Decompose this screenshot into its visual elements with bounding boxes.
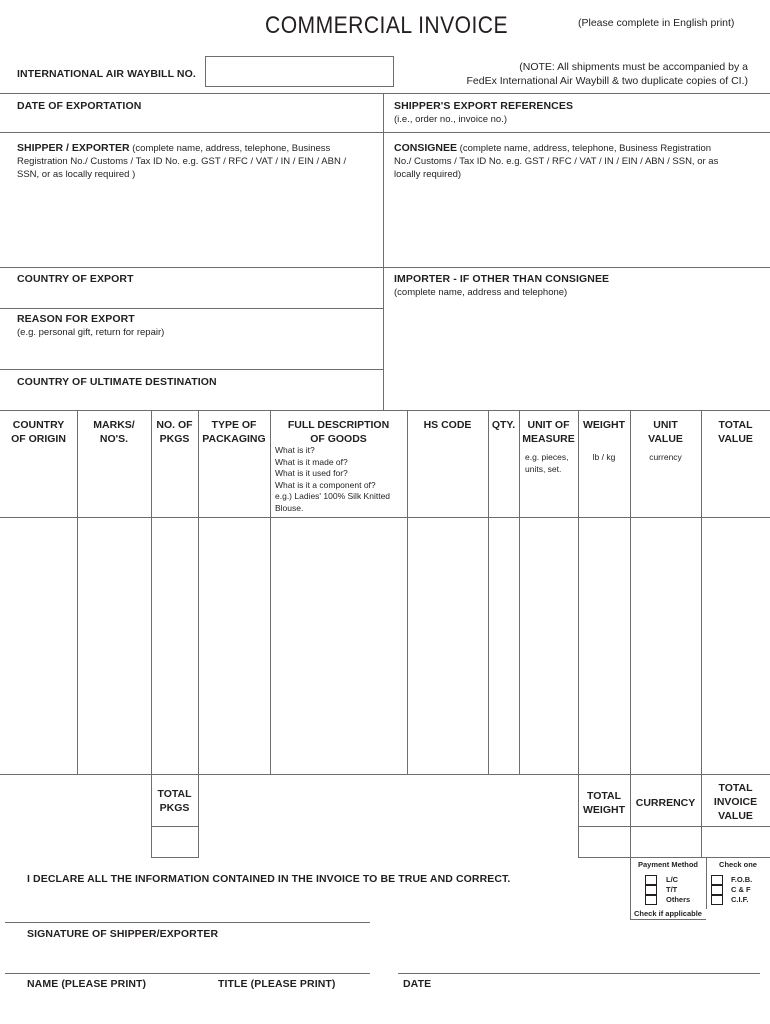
- divider: [0, 267, 770, 268]
- weight-hint: lb / kg: [592, 452, 616, 462]
- importer-label: IMPORTER - IF OTHER THAN CONSIGNEE: [394, 273, 610, 285]
- lc-checkbox[interactable]: [645, 875, 657, 885]
- date-line: [398, 973, 760, 974]
- title-label: TITLE (PLEASE PRINT): [218, 978, 336, 990]
- col-label: TYPE OF: [211, 419, 257, 431]
- shipment-note-line2: FedEx International Air Waybill & two duplicate copies of CI.): [466, 75, 748, 87]
- col-label: COUNTRY: [12, 419, 65, 431]
- shipper-hint: Registration No./ Customs / Tax ID No. e.g. GST / RFC / VAT / IN / EIN / ABN /: [17, 156, 347, 167]
- col-label: TOTAL: [157, 788, 192, 800]
- col-label: OF ORIGIN: [11, 433, 66, 445]
- hint-line: e.g. pieces,: [525, 452, 569, 462]
- col-weight: WEIGHT: [583, 419, 625, 431]
- consignee-hint: locally required): [394, 169, 462, 180]
- others-label: Others: [666, 895, 691, 904]
- shipper-refs-hint: (i.e., order no., invoice no.): [394, 114, 507, 125]
- hint-line: What is it made of?: [275, 456, 348, 467]
- date-field[interactable]: [398, 950, 760, 973]
- col-type-of-packaging: [198, 418, 270, 446]
- fob-label: F.O.B.: [731, 875, 753, 884]
- col-qty: QTY.: [491, 419, 516, 431]
- col-label: MEASURE: [522, 433, 575, 445]
- divider: [0, 308, 383, 309]
- goods-entry-area[interactable]: [0, 518, 770, 774]
- col-label: OF GOODS: [310, 433, 367, 445]
- hint-line: Blouse.: [275, 502, 304, 513]
- unit-value-hint: currency: [649, 452, 682, 462]
- col-hs-code: HS CODE: [423, 419, 472, 431]
- shipper-label: SHIPPER / EXPORTER: [17, 142, 130, 154]
- col-label: VALUE: [718, 810, 753, 822]
- print-note: (Please complete in English print): [578, 17, 735, 29]
- col-label: TOTAL: [586, 790, 622, 802]
- title-field[interactable]: [200, 950, 370, 973]
- shipment-note: [400, 60, 748, 88]
- cf-label: C & F: [731, 885, 751, 894]
- country-of-export-label: COUNTRY OF EXPORT: [17, 273, 134, 285]
- cif-checkbox[interactable]: [711, 895, 723, 905]
- signature-line: [5, 922, 370, 923]
- others-checkbox[interactable]: [645, 895, 657, 905]
- total-weight-field[interactable]: [579, 827, 630, 857]
- total-pkgs-label: [151, 787, 198, 815]
- destination-label: COUNTRY OF ULTIMATE DESTINATION: [17, 376, 217, 388]
- col-unit-value: [630, 418, 701, 446]
- name-title-line: [5, 973, 370, 974]
- total-invoice-value-field[interactable]: [702, 827, 770, 857]
- consignee-hint: (complete name, address, telephone, Business Registration: [457, 143, 712, 154]
- divider: [383, 132, 770, 133]
- col-label: VALUE: [648, 433, 683, 445]
- signature-field[interactable]: [5, 898, 370, 922]
- date-of-exportation-field[interactable]: [0, 93, 383, 132]
- divider: [0, 774, 770, 775]
- col-label: UNIT: [653, 419, 678, 431]
- signature-label: SIGNATURE OF SHIPPER/EXPORTER: [27, 928, 219, 940]
- col-marks: [77, 418, 151, 446]
- divider: [578, 857, 770, 858]
- col-label: PKGS: [159, 802, 190, 814]
- divider: [151, 857, 199, 858]
- hint-line: What is it used for?: [275, 468, 348, 478]
- col-unit-of-measure: [519, 418, 578, 446]
- col-label: PKGS: [159, 433, 190, 445]
- shipper-hint: (complete name, address, telephone, Business: [129, 143, 331, 154]
- payment-method-label: Payment Method: [637, 860, 698, 869]
- col-full-description: [270, 418, 407, 446]
- divider: [383, 93, 384, 411]
- col-total-value: [701, 418, 770, 446]
- col-label: MARKS/: [93, 419, 135, 431]
- name-label: NAME (PLEASE PRINT): [27, 978, 147, 990]
- hint-line: units, set.: [525, 463, 562, 474]
- col-country-of-origin: [0, 418, 77, 446]
- fob-checkbox[interactable]: [711, 875, 723, 885]
- tt-label: T/T: [666, 885, 678, 894]
- cf-checkbox[interactable]: [711, 885, 723, 895]
- total-pkgs-field[interactable]: [152, 827, 198, 857]
- lc-label: L/C: [666, 875, 679, 884]
- col-label: TOTAL: [718, 419, 753, 431]
- shipper-section[interactable]: [17, 142, 377, 181]
- cif-label: C.I.F.: [731, 895, 749, 904]
- col-label: INVOICE: [713, 796, 758, 808]
- col-label: VALUE: [718, 433, 753, 445]
- col-label: FULL DESCRIPTION: [287, 419, 390, 431]
- col-label: WEIGHT: [583, 804, 625, 816]
- divider: [0, 410, 770, 411]
- col-label: PACKAGING: [202, 433, 266, 445]
- hint-line: What is it a component of?: [275, 479, 376, 490]
- total-invoice-value-label: [701, 781, 770, 823]
- hint-line: e.g.) Ladies' 100% Silk Knitted: [275, 491, 391, 501]
- divider: [0, 369, 383, 370]
- declaration-text: I DECLARE ALL THE INFORMATION CONTAINED IN THE INVOICE TO BE TRUE AND CORRECT.: [27, 873, 511, 885]
- check-one-label: Check one: [719, 860, 757, 869]
- currency-field[interactable]: [631, 827, 701, 857]
- uom-hint: [525, 452, 577, 475]
- col-label: UNIT OF: [527, 419, 570, 431]
- consignee-hint: No./ Customs / Tax ID No. e.g. GST / RFC / VAT / IN / EIN / ABN / SSN, or as: [394, 156, 719, 167]
- check-if-applicable-label: Check if applicable: [634, 909, 702, 918]
- hint-line: What is it?: [275, 445, 315, 455]
- reason-label: REASON FOR EXPORT: [17, 313, 135, 325]
- date-label: DATE: [403, 978, 432, 990]
- col-label: NO. OF: [156, 419, 193, 431]
- date-of-exportation-label: DATE OF EXPORTATION: [17, 100, 142, 112]
- name-field[interactable]: [5, 950, 195, 973]
- invoice-title: COMMERCIAL INVOICE: [265, 12, 509, 39]
- col-label: NO'S.: [99, 433, 129, 445]
- shipper-hint: SSN, or as locally required ): [17, 169, 136, 180]
- description-hints: [275, 445, 405, 514]
- tt-checkbox[interactable]: [645, 885, 657, 895]
- reason-hint: (e.g. personal gift, return for repair): [17, 327, 165, 338]
- divider: [0, 132, 383, 133]
- importer-hint: (complete name, address and telephone): [394, 287, 568, 298]
- total-weight-label: [578, 789, 630, 817]
- col-label: TOTAL: [718, 782, 753, 794]
- consignee-label: CONSIGNEE: [394, 142, 458, 154]
- divider: [630, 919, 706, 920]
- waybill-label: INTERNATIONAL AIR WAYBILL NO.: [17, 68, 196, 80]
- currency-label: CURRENCY: [635, 797, 696, 809]
- consignee-section[interactable]: [394, 142, 764, 181]
- shipment-note-line1: (NOTE: All shipments must be accompanied by a: [519, 61, 748, 73]
- col-no-of-pkgs: [151, 418, 198, 446]
- waybill-input[interactable]: [205, 56, 394, 87]
- shipper-refs-label: SHIPPER'S EXPORT REFERENCES: [394, 100, 574, 112]
